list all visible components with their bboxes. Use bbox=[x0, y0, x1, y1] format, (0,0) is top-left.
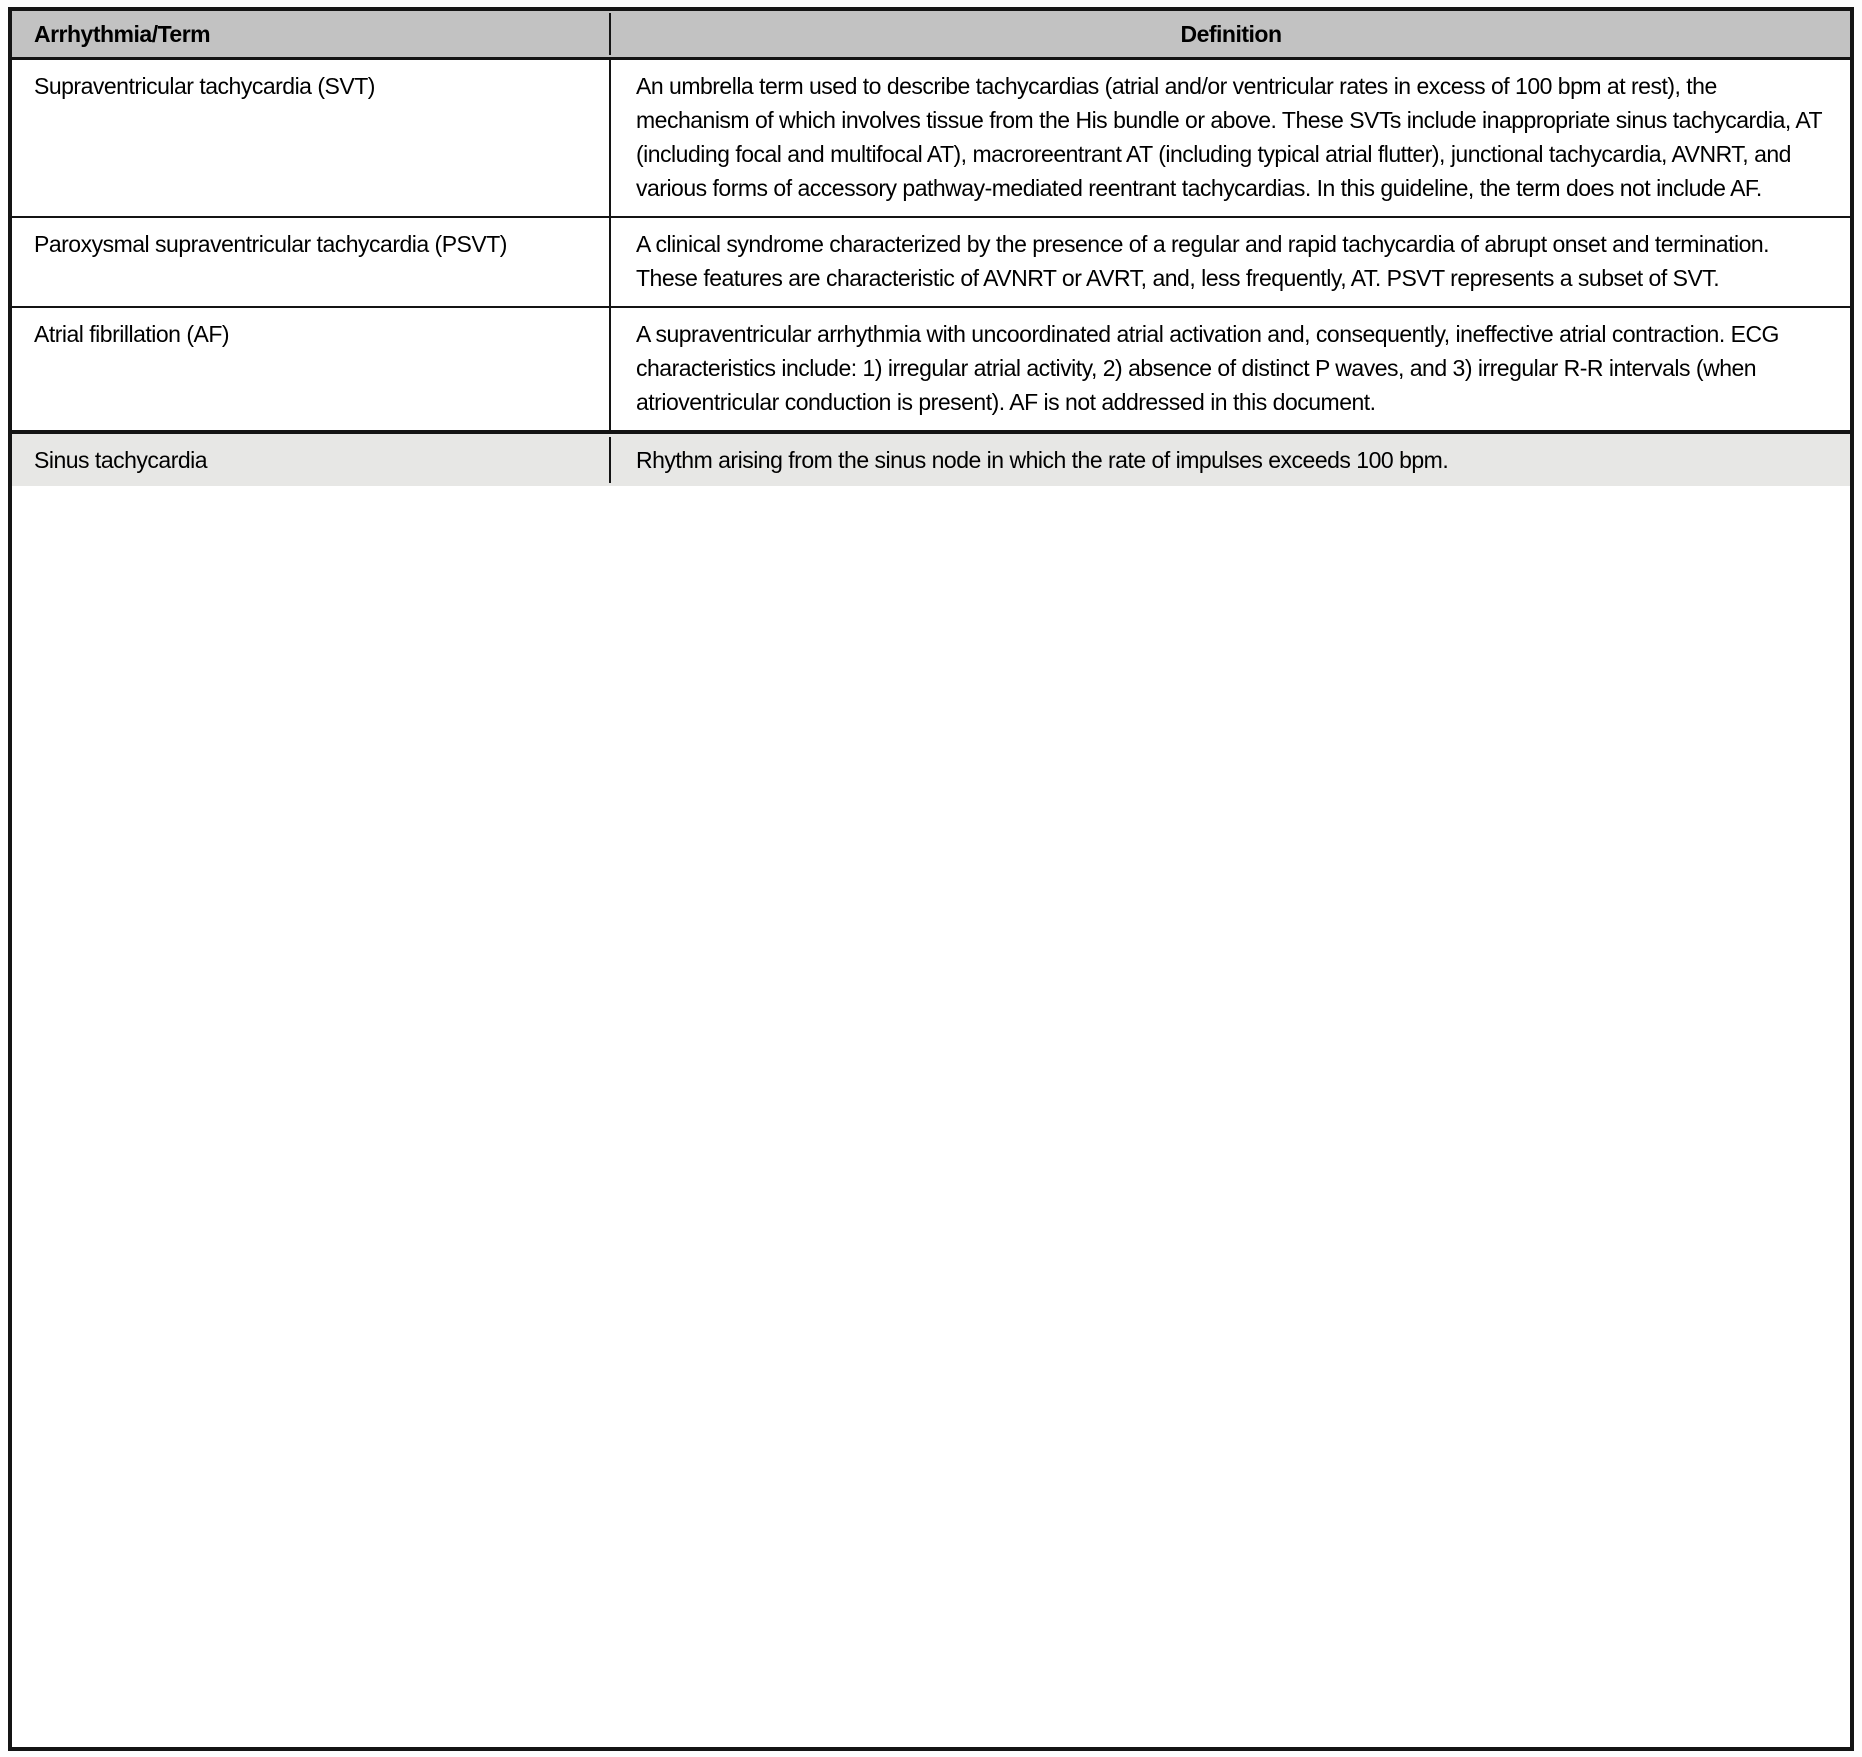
table-row bbox=[12, 216, 1850, 306]
term-label: Atrial fibrillation (AF) bbox=[34, 321, 230, 347]
definition-cell bbox=[609, 60, 1850, 216]
definition-text: An umbrella term used to describe tachycardias (atrial and/or ventricular rates in excess of 100 bpm at rest), the mechanism of which involves tissue from the His bundle or above. These SVTs include inappropriate sinus tachycardia, AT (including focal and multifocal AT), macroreentrant AT (including typical atrial flutter), junctional tachycardia, AVNRT, and various forms of accessory pathway-mediated reentrant tachycardias. In this guideline, the term does not include AF. bbox=[636, 73, 1822, 201]
term-column-header-label: Arrhythmia/Term bbox=[34, 21, 211, 47]
definition-cell bbox=[609, 308, 1850, 430]
term-label: Supraventricular tachycardia (SVT) bbox=[34, 73, 375, 99]
definition-text: Rhythm arising from the sinus node in which the rate of impulses exceeds 100 bpm. bbox=[636, 447, 1449, 473]
term-cell bbox=[12, 308, 609, 430]
definition-column-header: Definition bbox=[609, 13, 1850, 55]
term-cell bbox=[12, 437, 609, 483]
definition-text: A supraventricular arrhythmia with uncoordinated atrial activation and, consequently, ineffective atrial contraction. ECG characteristics include: 1) irregular atrial activity, 2) absence of distinct P waves, and 3) irregular R-R intervals (when atrioventricular conduction is present). AF is not addressed in this document. bbox=[636, 321, 1779, 415]
definition-cell bbox=[609, 437, 1850, 483]
table-row bbox=[12, 306, 1850, 430]
table-row bbox=[12, 430, 1850, 486]
term-label: Sinus tachycardia bbox=[34, 447, 208, 473]
definition-cell bbox=[609, 218, 1850, 306]
term-label: Paroxysmal supraventricular tachycardia (PSVT) bbox=[34, 231, 507, 257]
definition-text: A clinical syndrome characterized by the presence of a regular and rapid tachycardia of abrupt onset and termination. These features are characteristic of AVNRT or AVRT, and, less frequently, AT. PSVT represents a subset of SVT. bbox=[636, 231, 1770, 291]
term-cell bbox=[12, 218, 609, 306]
arrhythmia-definitions-table bbox=[8, 7, 1854, 1751]
term-column-header bbox=[12, 13, 609, 55]
term-cell bbox=[12, 60, 609, 216]
table-header-row bbox=[12, 11, 1850, 57]
table-row bbox=[12, 57, 1850, 216]
